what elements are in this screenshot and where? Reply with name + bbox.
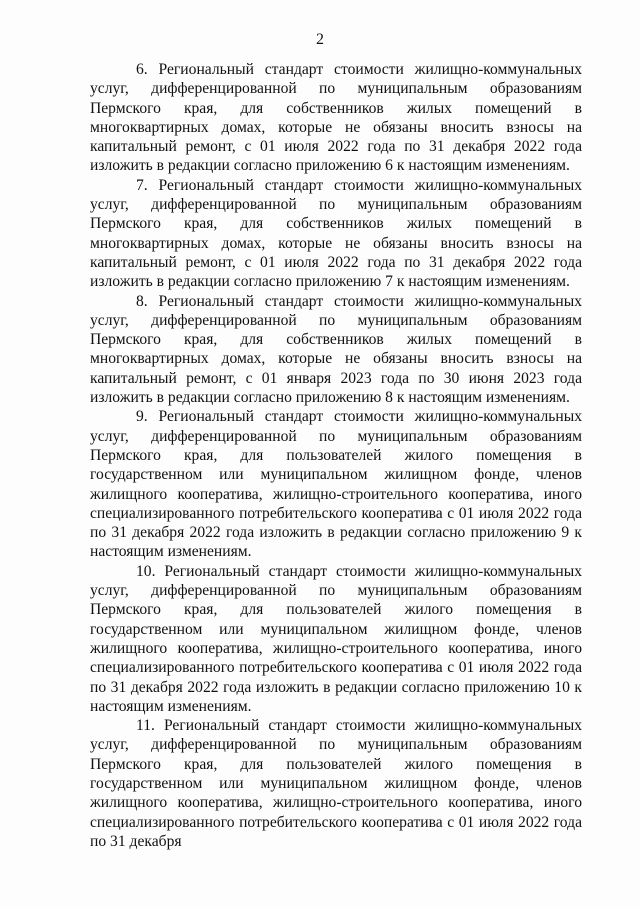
document-body	[90, 60, 582, 851]
paragraph-6: 6. Региональный стандарт стоимости жилищно-коммунальных услуг, дифференцированной по муниципальным образованиям Пермского края, для собственников жилых помещений в многоквартирных домах, которые не обязаны вносить взносы на капитальный ремонт, с 01 июля 2022 года по 31 декабря 2022 года изложить в редакции согласно приложению 6 к настоящим изменениям.	[90, 61, 582, 175]
paragraph-8: 8. Региональный стандарт стоимости жилищно-коммунальных услуг, дифференцированной по муниципальным образованиям Пермского края, для собственников жилых помещений в многоквартирных домах, которые не обязаны вносить взносы на капитальный ремонт, с 01 января 2023 года по 30 июня 2023 года изложить в редакции согласно приложению 8 к настоящим изменениям.	[90, 292, 582, 407]
paragraph-11: 11. Региональный стандарт стоимости жилищно-коммунальных услуг, дифференцированной по муниципальным образованиям Пермского края, для пользователей жилого помещения в государственном или муниципальном жилищном фонде, членов жилищного кооператива, жилищно-строительного кооператива, иного специализированного потребительского кооператива с 01 июля 2022 года по 31 декабря	[90, 717, 582, 850]
paragraph-10: 10. Региональный стандарт стоимости жилищно-коммунальных услуг, дифференцированной по муниципальным образованиям Пермского края, для пользователей жилого помещения в государственном или муниципальном жилищном фонде, членов жилищного кооператива, жилищно-строительного кооператива, иного специализированного потребительского кооператива с 01 июля 2022 года по 31 декабря 2022 года изложить в редакции согласно приложению 10 к настоящим изменениям.	[90, 562, 582, 715]
paragraph-7: 7. Региональный стандарт стоимости жилищно-коммунальных услуг, дифференцированной по муниципальным образованиям Пермского края, для собственников жилых помещений в многоквартирных домах, которые не обязаны вносить взносы на капитальный ремонт, с 01 июля 2022 года по 31 декабря 2022 года изложить в редакции согласно приложению 7 к настоящим изменениям.	[90, 176, 582, 291]
page-number: 2	[316, 31, 324, 48]
paragraph-9: 9. Региональный стандарт стоимости жилищно-коммунальных услуг, дифференцированной по муниципальным образованиям Пермского края, для пользователей жилого помещения в государственном или муниципальном жилищном фонде, членов жилищного кооператива, жилищно-строительного кооператива, иного специализированного потребительского кооператива с 01 июля 2022 года по 31 декабря 2022 года изложить в редакции согласно приложению 9 к настоящим изменениям.	[90, 408, 582, 561]
